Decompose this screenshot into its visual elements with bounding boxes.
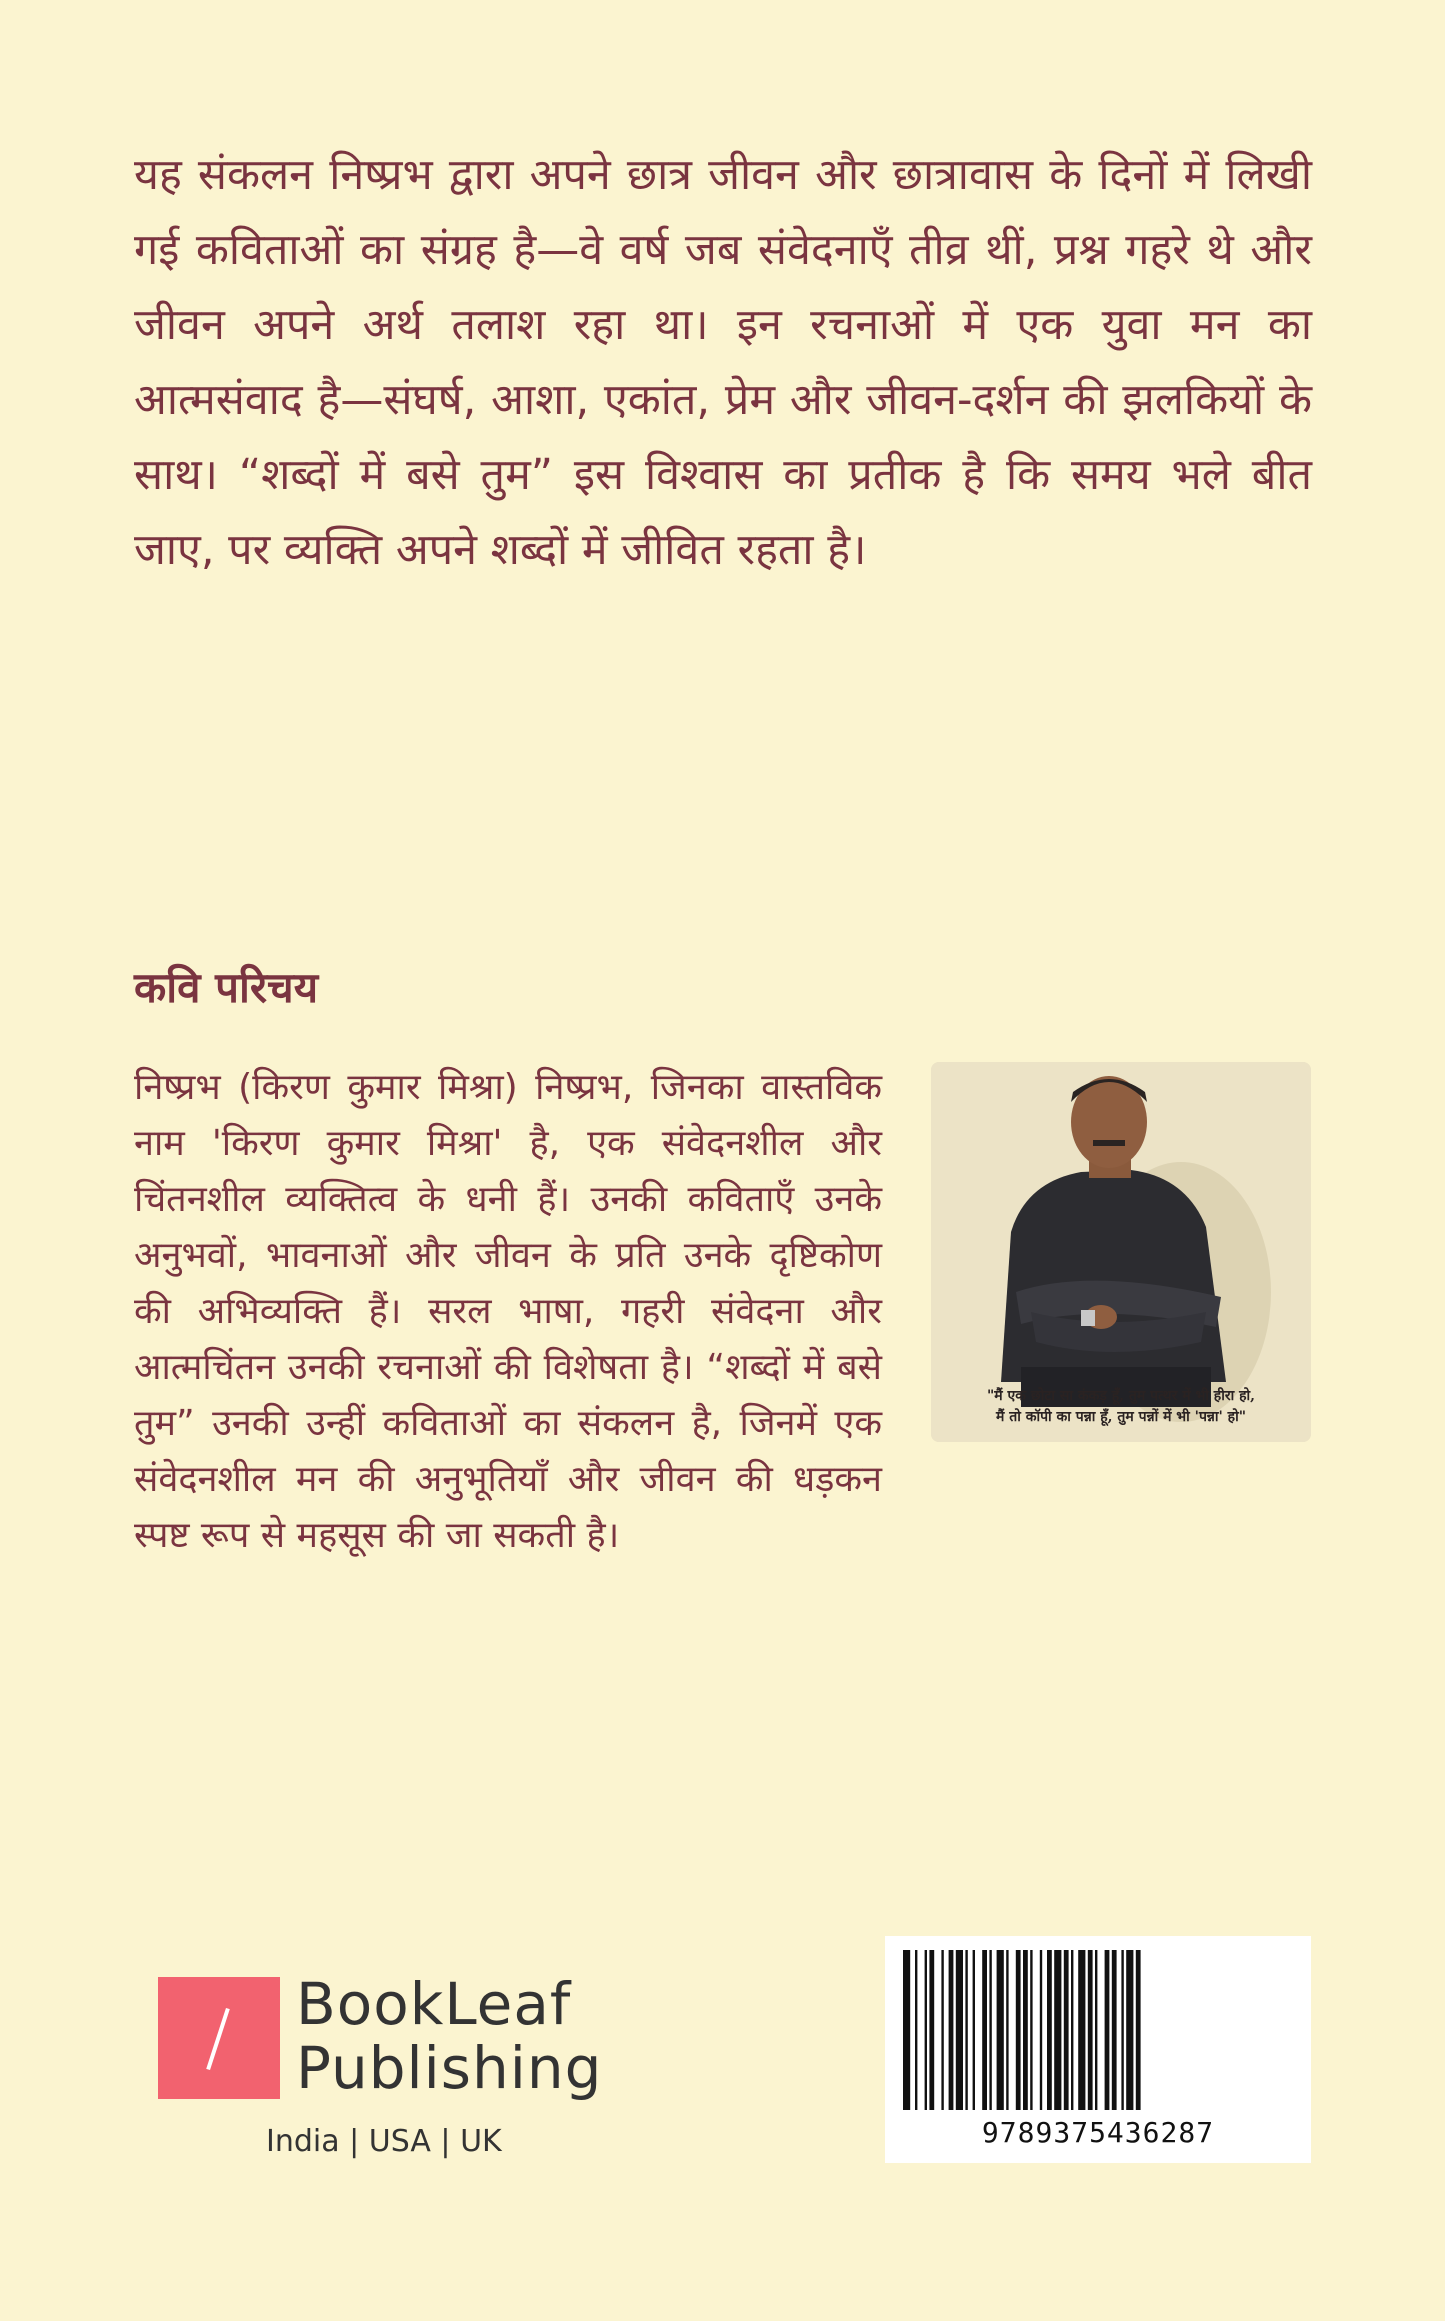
- photo-caption-line-2: मैं तो कॉपी का पन्ना हूँ, तुम पन्नों में भी 'पन्ना' हो": [995, 1409, 1247, 1425]
- publisher-regions: India | USA | UK: [266, 2124, 502, 2159]
- barcode-bars: [903, 1950, 1293, 2110]
- photo-caption-line-1: "मैं एक छोटा सा कंकड़ हूँ, तुम पत्थर में भी हीरा हो,: [986, 1388, 1256, 1404]
- author-photo: [931, 1062, 1311, 1442]
- bookleaf-logo-icon: [158, 1977, 280, 2099]
- book-blurb: यह संकलन निष्प्रभ द्वारा अपने छात्र जीवन और छात्रावास के दिनों में लिखी गई कविताओं का संग्रह है—वे वर्ष जब संवेदनाएँ तीव्र थीं, प्रश्न गहरे थे और जीवन अपने अर्थ तलाश रहा था। इन रचनाओं में एक युवा मन का आत्मसंवाद है—संघर्ष, आशा, एकांत, प्रेम और जीवन-दर्शन की झलकियों के साथ। “शब्दों में बसे तुम” इस विश्वास का प्रतीक है कि समय भले बीत जाए, पर व्यक्ति अपने शब्दों में जीवित रहता है।: [134, 150, 1312, 575]
- publisher-logo: [158, 1970, 618, 2159]
- isbn-barcode: [885, 1936, 1311, 2163]
- isbn-number: 9789375436287: [981, 2116, 1215, 2149]
- publisher-name-line-2: Publishing: [296, 2034, 603, 2102]
- photo-caption: [931, 1386, 1311, 1428]
- author-intro-heading: कवि परिचय: [134, 963, 319, 1012]
- publisher-name-line-1: BookLeaf: [296, 1970, 572, 2038]
- author-photo-card: [931, 1062, 1311, 1442]
- author-bio: निष्प्रभ (किरण कुमार मिश्रा) निष्प्रभ, जिनका वास्तविक नाम 'किरण कुमार मिश्रा' है, एक संवेदनशील और चिंतनशील व्यक्तित्व के धनी हैं। उनकी कविताएँ उनके अनुभवों, भावनाओं और जीवन के प्रति उनके दृष्टिकोण की अभिव्यक्ति हैं। सरल भाषा, गहरी संवेदना और आत्मचिंतन उनकी रचनाओं की विशेषता है। “शब्दों में बसे तुम” उनकी उन्हीं कविताओं का संकलन है, जिनमें एक संवेदनशील मन की अनुभूतियाँ और जीवन की धड़कन स्पष्ट रूप से महसूस की जा सकती है।: [134, 1067, 882, 1556]
